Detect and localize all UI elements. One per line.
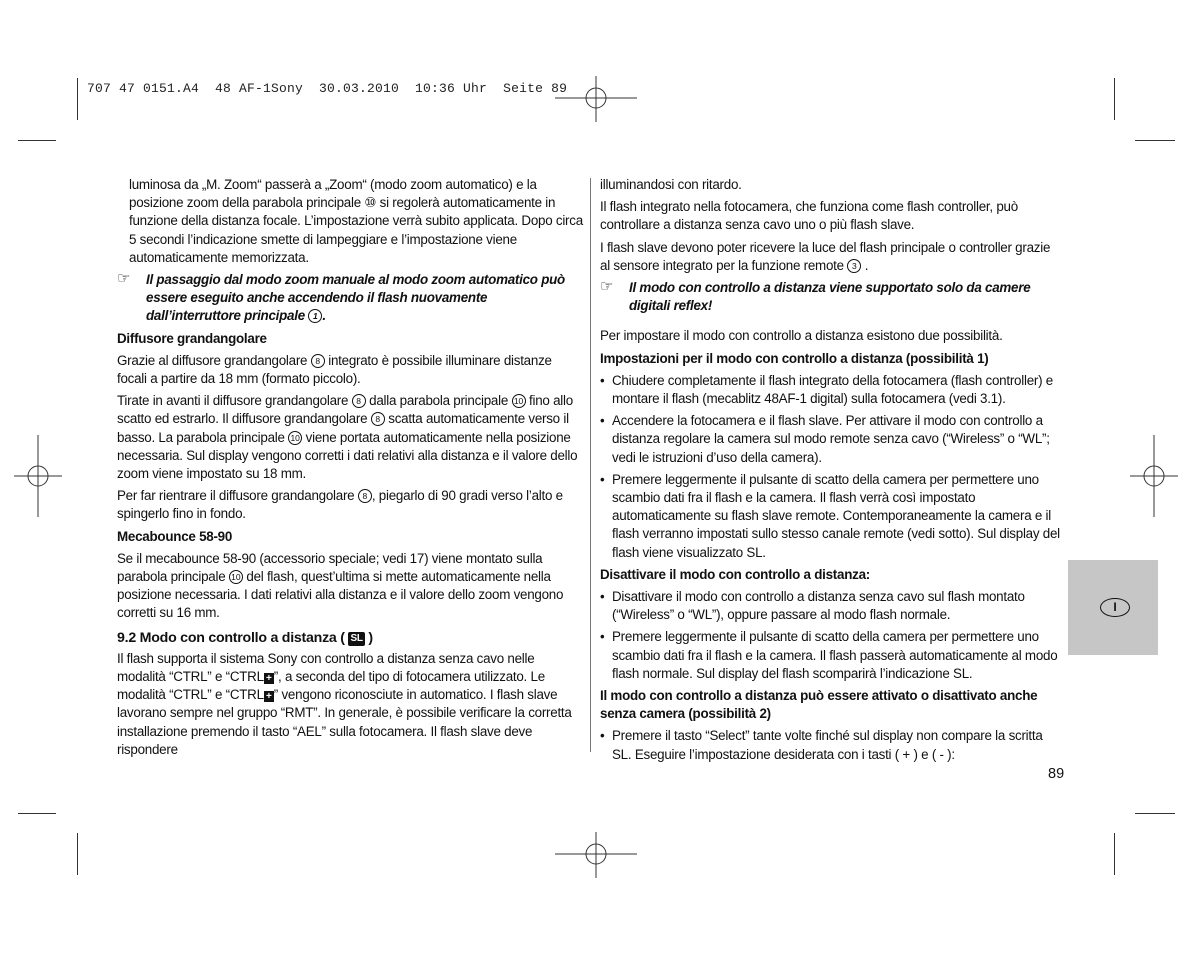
- language-tab: [1068, 560, 1158, 655]
- ref-number: 8: [352, 394, 366, 408]
- ref-number: 10: [288, 431, 302, 445]
- heading-possibility-2: Il modo con controllo a distanza può essere attivato o disattivato anche senza camera (possibilità 2): [600, 688, 1038, 722]
- heading-diffusore: Diffusore grandangolare: [117, 330, 267, 346]
- section-heading: 9.2 Modo con controllo a distanza ( SL ): [117, 629, 373, 646]
- language-label: I: [1100, 598, 1130, 617]
- list-item: • Premere leggermente il pulsante di scatto della camera per permettere uno scambio dati fra il flash e la camera. Il flash verrà così impostato automaticamente su flash slave remote. Contemporaneamente la camera e il flash verranno impostati sullo stesso canale remote (vedi sotto). Sul display del flash viene visualizzato SL.: [600, 471, 1060, 560]
- registration-mark-left: [14, 435, 62, 517]
- list-item: • Disattivare il modo con controllo a distanza senza cavo sul flash montato (“Wireless” o “WL”), oppure passare al modo flash normale.: [600, 589, 1025, 623]
- list-item: • Chiudere completamente il flash integrato della fotocamera (flash controller) e montare il flash (mecablitz 48AF-1 digital) sulla fotocamera (vedi 3.1).: [600, 372, 1053, 407]
- paragraph: Il flash supporta il sistema Sony con controllo a distanza senza cavo nelle modalità “CTRL” e “CTRL + ”, a seconda del tipo di fotocamera utilizzato. Le modalità “CTRL” e “CTRL + ” vengono riconosciute in automatico. I flash slave lavorano sempre nel gruppo “RMT”. In generale, è possibile verificare la corretta installazione premendo il tasto “AEL” sulla fotocamera. Il flash slave deve rispondere: [117, 650, 572, 757]
- paragraph: Per far rientrare il diffusore grandangolare 8 , piegarlo di 90 gradi verso l’alto e spingerlo fino in fondo.: [117, 488, 563, 522]
- paragraph: Se il mecabounce 58-90 (accessorio speciale; vedi 17) viene montato sulla parabola principale 10 del flash, quest’ultima si mette automaticamente nella posizione necessaria. I dati relativi alla distanza e il valore dello zoom vengono corretti su 16 mm.: [117, 550, 564, 621]
- list-item: • Premere leggermente il pulsante di scatto della camera per permettere uno scambio dati fra il flash e la camera. Il flash passerà automaticamente al modo flash normale. Sul display del flash scomparirà l’indicazione SL.: [600, 629, 1058, 681]
- plus-symbol-icon: +: [264, 691, 274, 702]
- left-column: [117, 176, 583, 763]
- right-column: [600, 176, 1062, 768]
- plus-symbol-icon: +: [264, 673, 274, 684]
- ref-number: 8: [371, 412, 385, 426]
- ref-number: 10: [229, 570, 243, 584]
- ref-number: 3: [847, 259, 861, 273]
- paragraph: I flash slave devono poter ricevere la luce del flash principale o controller grazie al sensore integrato per la funzione remote 3 .: [600, 239, 1051, 273]
- note: ☞ Il modo con controllo a distanza viene supportato solo da camere digitali reflex!: [600, 278, 1031, 314]
- paragraph: Grazie al diffusore grandangolare 8 integrato è possibile illuminare distanze focali a partire da 18 mm (formato piccolo).: [117, 352, 552, 387]
- list-item: • Accendere la fotocamera e il flash slave. Per attivare il modo con controllo a distanza regolare la camera sul modo remote senza cavo (“Wireless” o “WL”; vedi le istruzioni d’uso della camera).: [600, 413, 1050, 465]
- paragraph: illuminandosi con ritardo.: [600, 177, 742, 192]
- pointing-hand-icon: ☞: [117, 270, 131, 288]
- ref-number: 10: [512, 394, 526, 408]
- print-header: 707 47 0151.A4 48 AF-1Sony 30.03.2010 10:36 Uhr Seite 89: [87, 81, 568, 96]
- sl-symbol-icon: SL: [350, 632, 363, 644]
- page-number: 89: [1048, 766, 1065, 782]
- paragraph: Il flash integrato nella fotocamera, che funziona come flash controller, può controllare a distanza senza cavo uno o più flash slave.: [600, 199, 1018, 233]
- registration-mark-bottom: [555, 832, 637, 878]
- paragraph: Tirate in avanti il diffusore grandangolare 8 dalla parabola principale 10 fino allo scatto ed estrarlo. Il diffusore grandangolare 8 scatta automaticamente verso il basso. La parabola principale 10 viene portata automaticamente nella posizione necessaria. Sul display vengono corretti i dati relativi alla distanza e il valore dello zoom viene impostato su 18 mm.: [117, 393, 578, 482]
- list-item: • Premere il tasto “Select” tante volte finché sul display non compare la scritta SL. Eseguire l’impostazione desiderata con i tasti ( + ) e ( - ):: [600, 728, 1043, 762]
- column-divider: [590, 178, 591, 752]
- heading-mecabounce: Mecabounce 58-90: [117, 528, 233, 544]
- note: ☞ Il passaggio dal modo zoom manuale al modo zoom automatico può essere eseguito anche accendendo il flash nuovamente dall’interruttore principale 1 .: [117, 270, 565, 324]
- paragraph: luminosa da „M. Zoom“ passerà a „Zoom“ (modo zoom automatico) e la posizione zoom della parabola principale ⑩ si regolerà automaticamente in funzione della distanza focale. L’impostazione verrà subito applicata. Dopo circa 5 secondi l’indicazione smette di lampeggiare e l’impostazione viene automaticamente memorizzata.: [129, 177, 583, 265]
- ref-number: 8: [358, 489, 372, 503]
- ref-number: 1: [308, 309, 322, 323]
- registration-mark-top: [555, 76, 637, 122]
- ref-number: 8: [311, 354, 325, 368]
- pointing-hand-icon: ☞: [600, 278, 614, 296]
- paragraph: Per impostare il modo con controllo a distanza esistono due possibilità.: [600, 328, 1003, 344]
- heading-disattivare: Disattivare il modo con controllo a distanza:: [600, 566, 870, 582]
- registration-mark-right: [1130, 435, 1178, 517]
- heading-possibility-1: Impostazioni per il modo con controllo a distanza (possibilità 1): [600, 350, 989, 366]
